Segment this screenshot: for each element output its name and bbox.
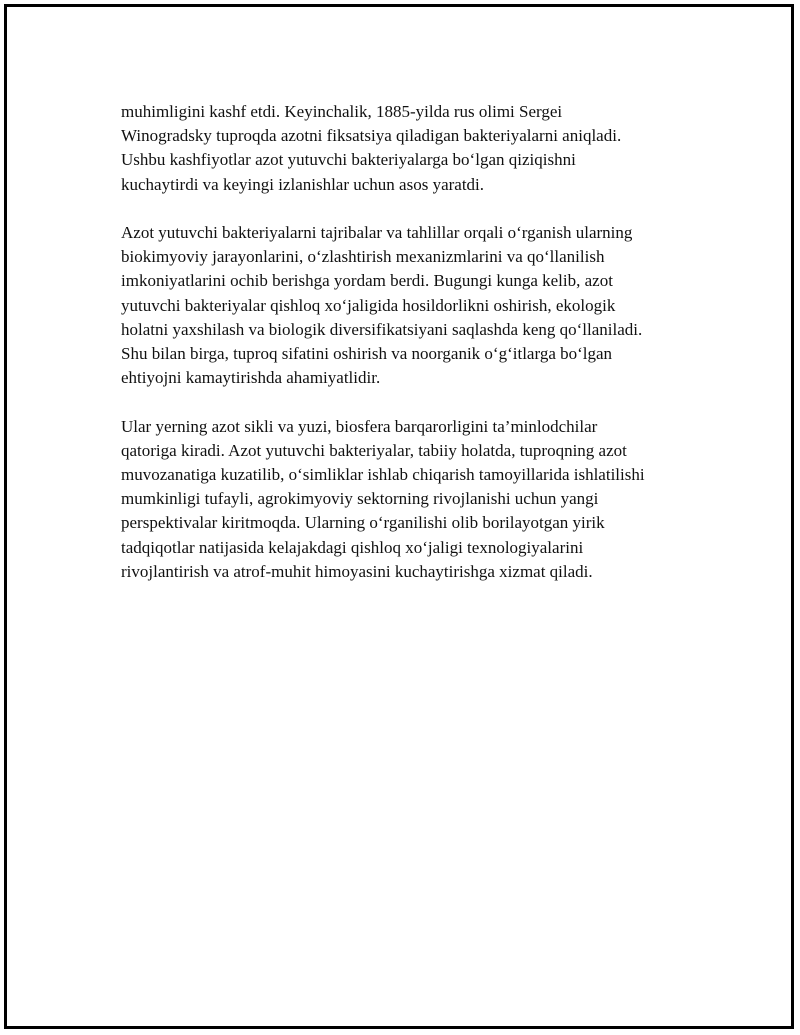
text-line: kuchaytirdi va keyingi izlanishlar uchun asos yaratdi.: [121, 174, 485, 194]
text-line: mumkinligi tufayli, agrokimyoviy sektorning rivojlanishi uchun yangi: [121, 489, 599, 509]
text-line: holatni yaxshilash va biologik diversifikatsiyani saqlashda keng qo‘llaniladi.: [121, 319, 643, 339]
paragraph-3: [121, 415, 711, 584]
text-line: Ular yerning azot sikli va yuzi, biosfera barqarorligini ta’minlodchilar: [121, 416, 598, 436]
text-line: Winogradsky tuproqda azotni fiksatsiya qiladigan bakteriyalarni aniqladi.: [121, 126, 622, 146]
text-line: muhimligini kashf etdi. Keyinchalik, 1885-yilda rus olimi Sergei: [121, 102, 563, 121]
document-body: [121, 100, 711, 608]
text-line: ehtiyojni kamaytirishda ahamiyatlidir.: [121, 368, 381, 388]
paragraph-1: [121, 100, 711, 197]
text-line: rivojlantirish va atrof-muhit himoyasini kuchaytirishga xizmat qiladi.: [121, 561, 593, 581]
text-line: Azot yutuvchi bakteriyalarni tajribalar va tahlillar orqali o‘rganish ularning: [121, 223, 633, 242]
text-line: qatoriga kiradi. Azot yutuvchi bakteriyalar, tabiiy holatda, tuproqning azot: [121, 440, 627, 460]
text-line: yutuvchi bakteriyalar qishloq xo‘jaligida hosildorlikni oshirish, ekologik: [121, 295, 616, 315]
text-line: tadqiqotlar natijasida kelajakdagi qishloq xo‘jaligi texnologiyalarini: [121, 537, 584, 557]
page-frame: [4, 4, 794, 1029]
text-line: biokimyoviy jarayonlarini, o‘zlashtirish mexanizmlarini va qo‘llanilish: [121, 247, 605, 267]
text-line: perspektivalar kiritmoqda. Ularning o‘rganilishi olib borilayotgan yirik: [121, 513, 605, 533]
text-line: imkoniyatlarini ochib berishga yordam berdi. Bugungi kunga kelib, azot: [121, 271, 613, 291]
text-line: Ushbu kashfiyotlar azot yutuvchi bakteriyalarga bo‘lgan qiziqishni: [121, 150, 576, 170]
text-line: Shu bilan birga, tuproq sifatini oshirish va noorganik o‘g‘itlarga bo‘lgan: [121, 344, 613, 364]
text-line: muvozanatiga kuzatilib, o‘simliklar ishlab chiqarish tamoyillarida ishlatilishi: [121, 465, 645, 485]
paragraph-2: [121, 221, 711, 390]
